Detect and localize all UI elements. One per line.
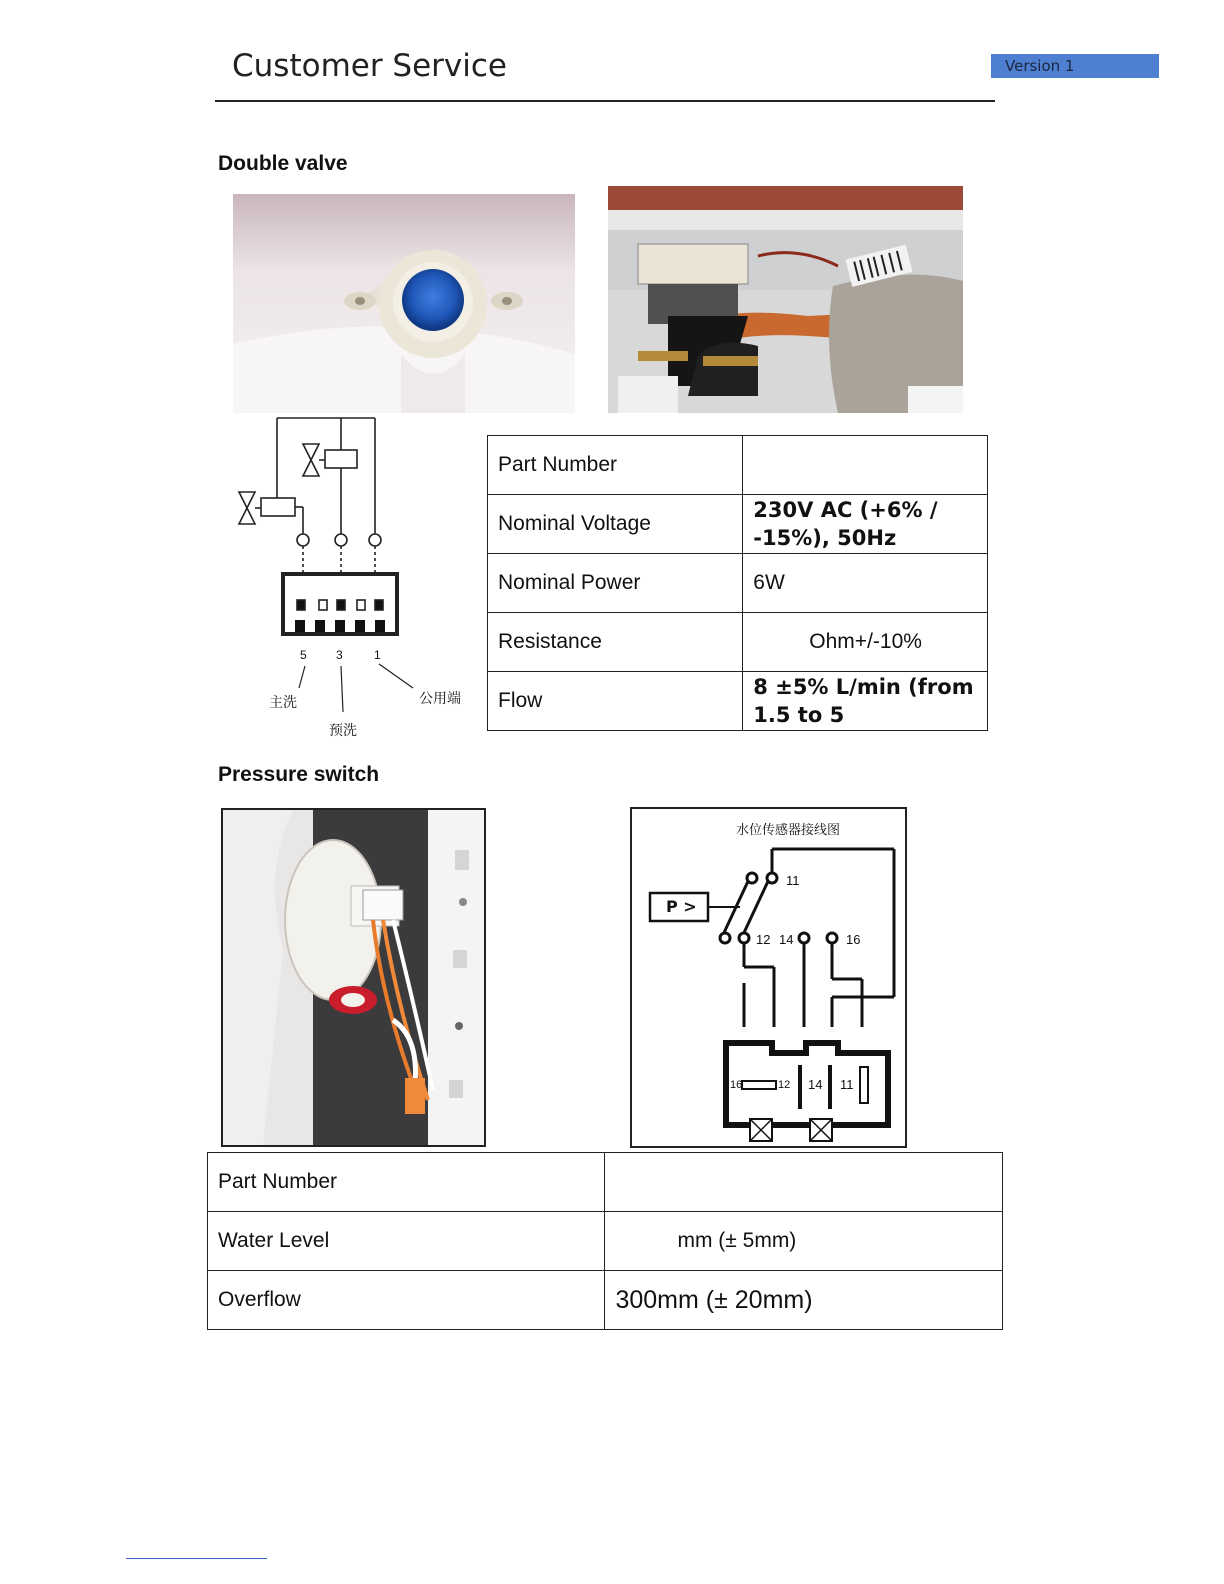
pressure-switch-photo <box>221 808 486 1147</box>
connector-16-label: 16 <box>730 1079 743 1091</box>
spec-label: Part Number <box>208 1153 605 1212</box>
pressure-symbol-label: P > <box>666 897 697 916</box>
pin-5-label: 5 <box>300 648 307 662</box>
table-row <box>488 613 988 672</box>
valve-mounted-photo <box>608 186 963 413</box>
terminal-12-label: 12 <box>756 932 771 947</box>
table-row <box>488 436 988 495</box>
version-badge: Version 1 <box>991 54 1159 78</box>
double-valve-heading: Double valve <box>218 152 348 175</box>
spec-value: 230V AC (+6% / -15%), 50Hz <box>743 495 988 554</box>
connector-14-label: 14 <box>808 1077 823 1092</box>
header-divider <box>215 100 995 102</box>
main-wash-label: 主洗 <box>269 695 297 711</box>
spec-label: Nominal Power <box>488 554 743 613</box>
table-row <box>208 1153 1003 1212</box>
terminal-16-label: 16 <box>846 932 861 947</box>
page-title: Customer Service <box>232 48 508 84</box>
table-row <box>488 554 988 613</box>
spec-label: Flow <box>488 672 743 731</box>
prewash-label: 预洗 <box>329 723 357 739</box>
diagram-title: 水位传感器接线图 <box>736 823 841 838</box>
terminal-14-label: 14 <box>779 932 794 947</box>
spec-label: Resistance <box>488 613 743 672</box>
common-terminal-label: 公用端 <box>419 691 461 707</box>
spec-label: Water Level <box>208 1212 605 1271</box>
valve-outlet-photo <box>233 194 575 413</box>
spec-value <box>743 436 988 495</box>
spec-label: Nominal Voltage <box>488 495 743 554</box>
pin-1-label: 1 <box>374 648 381 662</box>
spec-value: Ohm+/-10% <box>743 613 988 672</box>
spec-value <box>605 1153 1003 1212</box>
spec-value: 300mm (± 20mm) <box>605 1271 1003 1330</box>
pin-3-label: 3 <box>336 648 343 662</box>
terminal-11-label: 11 <box>786 873 800 888</box>
pressure-switch-heading: Pressure switch <box>218 763 380 786</box>
footer-divider <box>126 1558 267 1559</box>
pressure-switch-wiring-diagram <box>630 807 907 1148</box>
spec-value: mm (± 5mm) <box>605 1212 1003 1271</box>
table-row <box>488 672 988 731</box>
double-valve-spec-table <box>487 435 988 731</box>
spec-label: Part Number <box>488 436 743 495</box>
table-row <box>208 1212 1003 1271</box>
table-row <box>488 495 988 554</box>
double-valve-wiring-diagram <box>233 416 483 746</box>
spec-value: 6W <box>743 554 988 613</box>
pressure-switch-spec-table <box>207 1152 1003 1330</box>
spec-value: 8 ±5% L/min (from 1.5 to 5 <box>743 672 988 731</box>
connector-12-label: 12 <box>778 1079 791 1091</box>
table-row <box>208 1271 1003 1330</box>
spec-label: Overflow <box>208 1271 605 1330</box>
connector-11-label: 11 <box>840 1077 854 1092</box>
